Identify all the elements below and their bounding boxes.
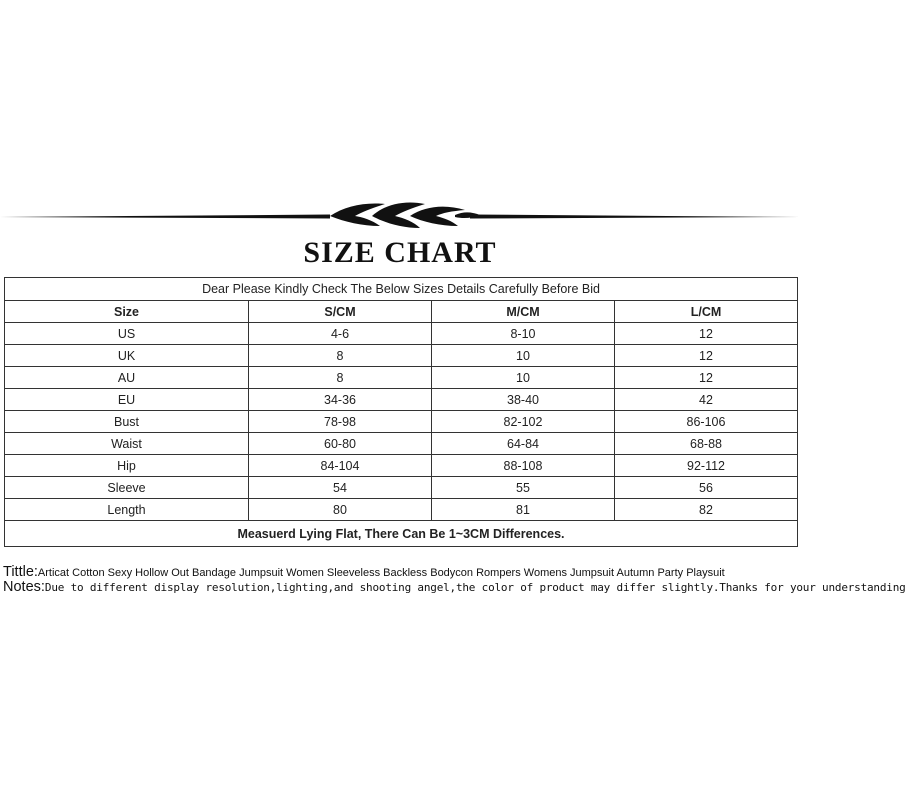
size-s-value: 34-36 [249,389,432,411]
size-s-value: 8 [249,367,432,389]
table-row [5,345,798,367]
row-label: UK [5,345,249,367]
table-row [5,389,798,411]
table-row [5,323,798,345]
size-l-value: 92-112 [615,455,798,477]
notes-line [3,578,906,596]
row-label: Bust [5,411,249,433]
table-row [5,411,798,433]
size-l-value: 82 [615,499,798,521]
size-s-value: 4-6 [249,323,432,345]
size-m-value: 10 [432,367,615,389]
size-s-value: 80 [249,499,432,521]
row-label: US [5,323,249,345]
size-m-value: 8-10 [432,323,615,345]
notice-text: Dear Please Kindly Check The Below Sizes Details Carefully Before Bid [5,278,798,301]
table-row [5,499,798,521]
size-s-value: 8 [249,345,432,367]
table-row [5,367,798,389]
notice-row [5,278,798,301]
size-l-value: 12 [615,323,798,345]
size-s-value: 84-104 [249,455,432,477]
size-l-value: 86-106 [615,411,798,433]
product-title-label: Tittle: [3,564,38,580]
row-label: Sleeve [5,477,249,499]
row-label: Hip [5,455,249,477]
size-m-value: 82-102 [432,411,615,433]
notes-label: Notes: [3,579,45,595]
product-title-text: Articat Cotton Sexy Hollow Out Bandage Jumpsuit Women Sleeveless Backless Bodycon Rompers Womens Jumpsuit Autumn Party Playsuit [37,567,725,579]
footer-row [5,521,798,547]
size-l-value: 42 [615,389,798,411]
size-m-value: 64-84 [432,433,615,455]
size-l-value: 68-88 [615,433,798,455]
row-label: Length [5,499,249,521]
size-s-value: 54 [249,477,432,499]
size-chart-table [4,277,798,547]
table-row [5,477,798,499]
size-l-value: 12 [615,367,798,389]
size-s-value: 60-80 [249,433,432,455]
size-m-value: 88-108 [432,455,615,477]
column-header-size: Size [5,301,249,323]
measurement-note: Measuerd Lying Flat, There Can Be 1~3CM Differences. [5,521,798,547]
size-chart-title: SIZE CHART [303,236,497,269]
size-m-value: 81 [432,499,615,521]
size-l-value: 56 [615,477,798,499]
table-row [5,455,798,477]
column-header-m: M/CM [432,301,615,323]
row-label: AU [5,367,249,389]
notes-text: Due to different display resolution,lighting,and shooting angel,the color of product may differ slightly.Thanks for your understanding [44,581,906,594]
column-header-s: S/CM [249,301,432,323]
row-label: EU [5,389,249,411]
size-m-value: 10 [432,345,615,367]
size-m-value: 38-40 [432,389,615,411]
size-m-value: 55 [432,477,615,499]
size-l-value: 12 [615,345,798,367]
row-label: Waist [5,433,249,455]
feather-divider-ornament [0,196,800,236]
table-row [5,433,798,455]
header-row [5,301,798,323]
column-header-l: L/CM [615,301,798,323]
size-s-value: 78-98 [249,411,432,433]
